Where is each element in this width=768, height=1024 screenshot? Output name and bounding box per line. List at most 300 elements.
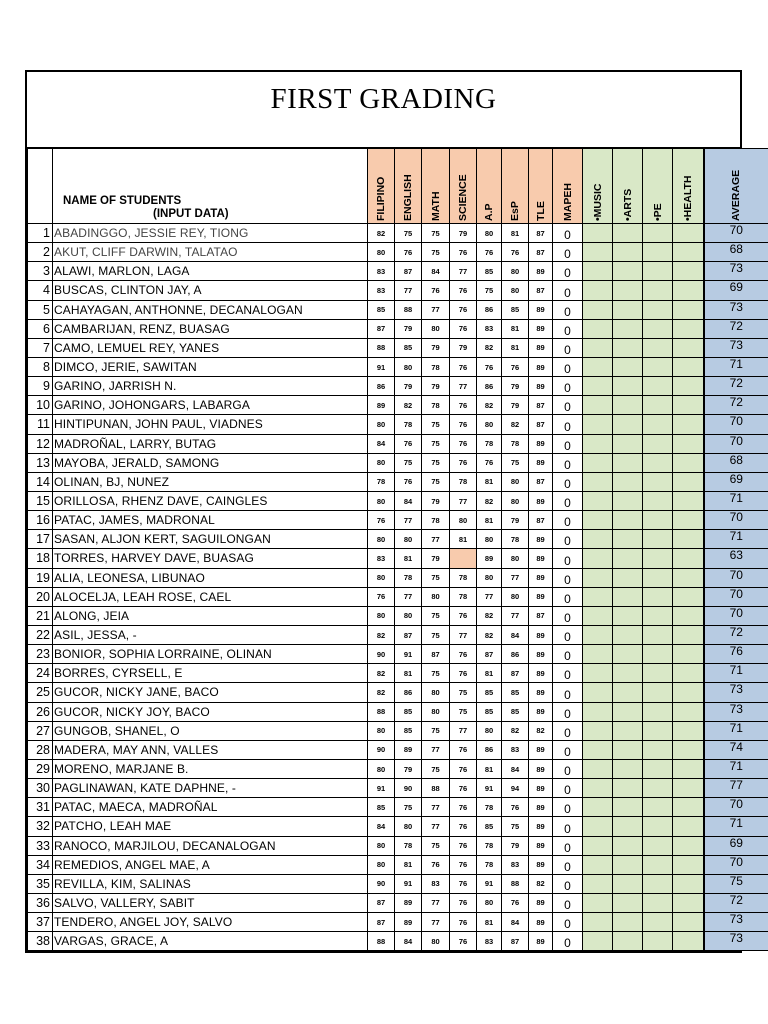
grade-science[interactable]: 76 (450, 779, 477, 798)
grade-tle[interactable]: 87 (529, 511, 553, 530)
grade-esp[interactable]: 78 (502, 434, 529, 453)
grade-ap[interactable]: 80 (477, 721, 502, 740)
grade-pe[interactable] (643, 511, 673, 530)
grade-science[interactable]: 78 (450, 472, 477, 491)
grade-tle[interactable]: 89 (529, 300, 553, 319)
grade-math[interactable]: 84 (422, 262, 450, 281)
grade-filipino[interactable]: 80 (368, 855, 395, 874)
grade-math[interactable]: 80 (422, 587, 450, 606)
grade-filipino[interactable]: 87 (368, 319, 395, 338)
grade-ap[interactable]: 89 (477, 549, 502, 568)
grade-filipino[interactable]: 85 (368, 798, 395, 817)
grade-health[interactable] (673, 491, 704, 510)
grade-math[interactable]: 77 (422, 300, 450, 319)
grade-math[interactable]: 76 (422, 281, 450, 300)
grade-health[interactable] (673, 243, 704, 262)
grade-science[interactable]: 76 (450, 740, 477, 759)
grade-science[interactable]: 78 (450, 568, 477, 587)
grade-arts[interactable] (613, 855, 643, 874)
grade-esp[interactable]: 79 (502, 377, 529, 396)
grade-ap[interactable]: 76 (477, 243, 502, 262)
grade-health[interactable] (673, 357, 704, 376)
grade-science[interactable]: 76 (450, 357, 477, 376)
grade-tle[interactable]: 89 (529, 530, 553, 549)
grade-filipino[interactable]: 80 (368, 243, 395, 262)
grade-tle[interactable]: 89 (529, 549, 553, 568)
grade-english[interactable]: 79 (395, 377, 422, 396)
grade-arts[interactable] (613, 568, 643, 587)
grade-math[interactable]: 78 (422, 511, 450, 530)
grade-science[interactable]: 77 (450, 377, 477, 396)
grade-ap[interactable]: 86 (477, 300, 502, 319)
grade-ap[interactable]: 80 (477, 568, 502, 587)
grade-english[interactable]: 91 (395, 874, 422, 893)
grade-ap[interactable]: 80 (477, 224, 502, 243)
student-name[interactable]: MADROÑAL, LARRY, BUTAG (53, 434, 368, 453)
grade-tle[interactable]: 87 (529, 415, 553, 434)
grade-esp[interactable]: 87 (502, 932, 529, 951)
grade-arts[interactable] (613, 377, 643, 396)
grade-pe[interactable] (643, 645, 673, 664)
grade-tle[interactable]: 89 (529, 568, 553, 587)
grade-music[interactable] (583, 281, 613, 300)
grade-science[interactable]: 76 (450, 319, 477, 338)
grade-ap[interactable]: 81 (477, 472, 502, 491)
grade-math[interactable]: 75 (422, 243, 450, 262)
grade-esp[interactable]: 94 (502, 779, 529, 798)
grade-english[interactable]: 80 (395, 530, 422, 549)
grade-arts[interactable] (613, 262, 643, 281)
grade-health[interactable] (673, 587, 704, 606)
grade-esp[interactable]: 76 (502, 243, 529, 262)
student-name[interactable]: GUCOR, NICKY JANE, BACO (53, 683, 368, 702)
grade-math[interactable]: 80 (422, 683, 450, 702)
grade-science[interactable]: 76 (450, 434, 477, 453)
grade-tle[interactable]: 89 (529, 740, 553, 759)
grade-science[interactable]: 78 (450, 587, 477, 606)
grade-tle[interactable]: 89 (529, 836, 553, 855)
grade-music[interactable] (583, 645, 613, 664)
grade-english[interactable]: 85 (395, 338, 422, 357)
grade-tle[interactable]: 89 (529, 855, 553, 874)
grade-science[interactable]: 80 (450, 511, 477, 530)
grade-filipino[interactable]: 90 (368, 645, 395, 664)
grade-health[interactable] (673, 472, 704, 491)
grade-math[interactable]: 75 (422, 836, 450, 855)
grade-ap[interactable]: 76 (477, 453, 502, 472)
grade-english[interactable]: 89 (395, 913, 422, 932)
grade-science[interactable]: 76 (450, 664, 477, 683)
grade-ap[interactable]: 81 (477, 511, 502, 530)
grade-science[interactable]: 77 (450, 721, 477, 740)
grade-health[interactable] (673, 319, 704, 338)
grade-arts[interactable] (613, 338, 643, 357)
grade-math[interactable]: 75 (422, 224, 450, 243)
student-name[interactable]: ALAWI, MARLON, LAGA (53, 262, 368, 281)
grade-ap[interactable]: 80 (477, 530, 502, 549)
grade-health[interactable] (673, 396, 704, 415)
grade-ap[interactable]: 86 (477, 377, 502, 396)
grade-health[interactable] (673, 606, 704, 625)
grade-math[interactable]: 75 (422, 568, 450, 587)
grade-math[interactable]: 77 (422, 817, 450, 836)
grade-science[interactable]: 77 (450, 262, 477, 281)
grade-english[interactable]: 85 (395, 721, 422, 740)
grade-filipino[interactable]: 80 (368, 453, 395, 472)
grade-esp[interactable]: 76 (502, 357, 529, 376)
grade-pe[interactable] (643, 836, 673, 855)
grade-filipino[interactable]: 88 (368, 932, 395, 951)
grade-music[interactable] (583, 874, 613, 893)
grade-math[interactable]: 75 (422, 664, 450, 683)
grade-filipino[interactable]: 80 (368, 759, 395, 778)
grade-pe[interactable] (643, 453, 673, 472)
grade-ap[interactable]: 85 (477, 702, 502, 721)
grade-science[interactable]: 81 (450, 530, 477, 549)
grade-music[interactable] (583, 913, 613, 932)
grade-english[interactable]: 78 (395, 568, 422, 587)
grade-tle[interactable]: 89 (529, 434, 553, 453)
grade-pe[interactable] (643, 472, 673, 491)
grade-esp[interactable]: 84 (502, 625, 529, 644)
grade-arts[interactable] (613, 415, 643, 434)
grade-tle[interactable]: 89 (529, 357, 553, 376)
grade-science[interactable]: 77 (450, 625, 477, 644)
grade-tle[interactable]: 87 (529, 396, 553, 415)
grade-filipino[interactable]: 80 (368, 721, 395, 740)
grade-science[interactable]: 75 (450, 683, 477, 702)
grade-ap[interactable]: 81 (477, 759, 502, 778)
grade-math[interactable]: 77 (422, 893, 450, 912)
grade-ap[interactable]: 78 (477, 836, 502, 855)
grade-ap[interactable]: 75 (477, 281, 502, 300)
grade-english[interactable]: 76 (395, 243, 422, 262)
grade-esp[interactable]: 88 (502, 874, 529, 893)
student-name[interactable]: OLINAN, BJ, NUNEZ (53, 472, 368, 491)
grade-english[interactable]: 76 (395, 472, 422, 491)
grade-music[interactable] (583, 377, 613, 396)
grade-tle[interactable]: 89 (529, 491, 553, 510)
grade-esp[interactable]: 81 (502, 224, 529, 243)
grade-esp[interactable]: 78 (502, 530, 529, 549)
grade-math[interactable]: 79 (422, 491, 450, 510)
grade-health[interactable] (673, 913, 704, 932)
grade-science[interactable]: 76 (450, 243, 477, 262)
student-name[interactable]: ALONG, JEIA (53, 606, 368, 625)
grade-math[interactable]: 80 (422, 319, 450, 338)
grade-science[interactable]: 79 (450, 224, 477, 243)
grade-health[interactable] (673, 338, 704, 357)
grade-music[interactable] (583, 491, 613, 510)
student-name[interactable]: PATAC, JAMES, MADRONAL (53, 511, 368, 530)
grade-music[interactable] (583, 817, 613, 836)
grade-filipino[interactable]: 80 (368, 836, 395, 855)
student-name[interactable]: ASIL, JESSA, - (53, 625, 368, 644)
grade-esp[interactable]: 77 (502, 606, 529, 625)
grade-pe[interactable] (643, 759, 673, 778)
grade-science[interactable]: 76 (450, 817, 477, 836)
grade-english[interactable]: 81 (395, 549, 422, 568)
grade-filipino[interactable]: 88 (368, 338, 395, 357)
grade-music[interactable] (583, 836, 613, 855)
student-name[interactable]: DIMCO, JERIE, SAWITAN (53, 357, 368, 376)
grade-health[interactable] (673, 721, 704, 740)
grade-pe[interactable] (643, 262, 673, 281)
grade-ap[interactable]: 80 (477, 893, 502, 912)
grade-science[interactable]: 76 (450, 913, 477, 932)
grade-arts[interactable] (613, 396, 643, 415)
grade-health[interactable] (673, 568, 704, 587)
grade-math[interactable]: 75 (422, 453, 450, 472)
grade-music[interactable] (583, 453, 613, 472)
grade-arts[interactable] (613, 683, 643, 702)
grade-arts[interactable] (613, 511, 643, 530)
grade-pe[interactable] (643, 664, 673, 683)
grade-tle[interactable]: 89 (529, 664, 553, 683)
grade-esp[interactable]: 86 (502, 645, 529, 664)
grade-arts[interactable] (613, 645, 643, 664)
grade-pe[interactable] (643, 913, 673, 932)
grade-music[interactable] (583, 338, 613, 357)
student-name[interactable]: GARINO, JOHONGARS, LABARGA (53, 396, 368, 415)
grade-ap[interactable]: 81 (477, 913, 502, 932)
grade-tle[interactable]: 87 (529, 224, 553, 243)
grade-english[interactable]: 89 (395, 740, 422, 759)
grade-ap[interactable]: 81 (477, 664, 502, 683)
grade-tle[interactable]: 89 (529, 893, 553, 912)
grade-health[interactable] (673, 817, 704, 836)
grade-tle[interactable]: 87 (529, 281, 553, 300)
grade-math[interactable]: 75 (422, 606, 450, 625)
grade-esp[interactable]: 80 (502, 472, 529, 491)
grade-science[interactable]: 76 (450, 396, 477, 415)
student-name[interactable]: GUNGOB, SHANEL, O (53, 721, 368, 740)
grade-music[interactable] (583, 587, 613, 606)
student-name[interactable]: PATAC, MAECA, MADROÑAL (53, 798, 368, 817)
student-name[interactable]: REVILLA, KIM, SALINAS (53, 874, 368, 893)
grade-pe[interactable] (643, 224, 673, 243)
grade-pe[interactable] (643, 415, 673, 434)
grade-ap[interactable]: 82 (477, 606, 502, 625)
student-name[interactable]: SASAN, ALJON KERT, SAGUILONGAN (53, 530, 368, 549)
grade-science[interactable]: 76 (450, 606, 477, 625)
grade-filipino[interactable]: 82 (368, 224, 395, 243)
grade-science[interactable]: 76 (450, 855, 477, 874)
grade-health[interactable] (673, 625, 704, 644)
grade-music[interactable] (583, 893, 613, 912)
grade-tle[interactable]: 89 (529, 587, 553, 606)
grade-music[interactable] (583, 434, 613, 453)
grade-esp[interactable]: 76 (502, 798, 529, 817)
grade-english[interactable]: 84 (395, 491, 422, 510)
grade-music[interactable] (583, 511, 613, 530)
grade-esp[interactable]: 81 (502, 338, 529, 357)
grade-music[interactable] (583, 855, 613, 874)
grade-math[interactable]: 79 (422, 549, 450, 568)
grade-esp[interactable]: 79 (502, 836, 529, 855)
student-name[interactable]: SALVO, VALLERY, SABIT (53, 893, 368, 912)
grade-pe[interactable] (643, 243, 673, 262)
grade-science[interactable]: 76 (450, 932, 477, 951)
grade-health[interactable] (673, 377, 704, 396)
grade-esp[interactable]: 77 (502, 568, 529, 587)
grade-math[interactable]: 75 (422, 434, 450, 453)
grade-ap[interactable]: 78 (477, 855, 502, 874)
grade-ap[interactable]: 91 (477, 874, 502, 893)
grade-english[interactable]: 80 (395, 357, 422, 376)
student-name[interactable]: BUSCAS, CLINTON JAY, A (53, 281, 368, 300)
student-name[interactable]: RANOCO, MARJILOU, DECANALOGAN (53, 836, 368, 855)
grade-esp[interactable]: 75 (502, 817, 529, 836)
grade-health[interactable] (673, 434, 704, 453)
grade-filipino[interactable]: 88 (368, 702, 395, 721)
grade-esp[interactable]: 87 (502, 664, 529, 683)
grade-english[interactable]: 84 (395, 932, 422, 951)
grade-math[interactable]: 78 (422, 396, 450, 415)
grade-english[interactable]: 75 (395, 224, 422, 243)
grade-music[interactable] (583, 759, 613, 778)
grade-esp[interactable]: 79 (502, 511, 529, 530)
grade-filipino[interactable]: 89 (368, 396, 395, 415)
grade-pe[interactable] (643, 625, 673, 644)
grade-filipino[interactable]: 82 (368, 625, 395, 644)
grade-filipino[interactable]: 78 (368, 472, 395, 491)
grade-english[interactable]: 77 (395, 281, 422, 300)
student-name[interactable]: MORENO, MARJANE B. (53, 759, 368, 778)
grade-tle[interactable]: 89 (529, 319, 553, 338)
grade-esp[interactable]: 85 (502, 702, 529, 721)
grade-music[interactable] (583, 625, 613, 644)
grade-math[interactable]: 87 (422, 645, 450, 664)
grade-pe[interactable] (643, 740, 673, 759)
grade-tle[interactable]: 82 (529, 721, 553, 740)
grade-filipino[interactable]: 80 (368, 606, 395, 625)
grade-health[interactable] (673, 300, 704, 319)
grade-filipino[interactable]: 80 (368, 491, 395, 510)
student-name[interactable]: REMEDIOS, ANGEL MAE, A (53, 855, 368, 874)
grade-esp[interactable]: 85 (502, 683, 529, 702)
grade-pe[interactable] (643, 893, 673, 912)
grade-science[interactable]: 76 (450, 874, 477, 893)
student-name[interactable]: CAMBARIJAN, RENZ, BUASAG (53, 319, 368, 338)
grade-math[interactable]: 79 (422, 377, 450, 396)
grade-math[interactable]: 77 (422, 530, 450, 549)
grade-english[interactable]: 90 (395, 779, 422, 798)
grade-tle[interactable]: 87 (529, 472, 553, 491)
grade-health[interactable] (673, 664, 704, 683)
student-name[interactable]: ABADINGGO, JESSIE REY, TIONG (53, 224, 368, 243)
grade-filipino[interactable]: 82 (368, 664, 395, 683)
grade-tle[interactable]: 89 (529, 377, 553, 396)
grade-filipino[interactable]: 84 (368, 434, 395, 453)
grade-ap[interactable]: 87 (477, 645, 502, 664)
grade-arts[interactable] (613, 281, 643, 300)
grade-ap[interactable]: 83 (477, 319, 502, 338)
grade-science[interactable]: 76 (450, 836, 477, 855)
grade-ap[interactable]: 80 (477, 415, 502, 434)
student-name[interactable]: GARINO, JARRISH N. (53, 377, 368, 396)
grade-filipino[interactable]: 80 (368, 568, 395, 587)
grade-music[interactable] (583, 262, 613, 281)
grade-arts[interactable] (613, 702, 643, 721)
grade-math[interactable]: 75 (422, 415, 450, 434)
grade-filipino[interactable]: 90 (368, 740, 395, 759)
grade-filipino[interactable]: 91 (368, 779, 395, 798)
grade-pe[interactable] (643, 396, 673, 415)
grade-music[interactable] (583, 683, 613, 702)
grade-arts[interactable] (613, 913, 643, 932)
grade-filipino[interactable]: 87 (368, 893, 395, 912)
grade-science[interactable]: 76 (450, 281, 477, 300)
grade-filipino[interactable]: 84 (368, 817, 395, 836)
grade-health[interactable] (673, 759, 704, 778)
grade-music[interactable] (583, 702, 613, 721)
grade-science[interactable]: 75 (450, 702, 477, 721)
grade-math[interactable]: 75 (422, 472, 450, 491)
grade-health[interactable] (673, 645, 704, 664)
grade-arts[interactable] (613, 243, 643, 262)
grade-esp[interactable]: 84 (502, 759, 529, 778)
grade-pe[interactable] (643, 357, 673, 376)
grade-arts[interactable] (613, 893, 643, 912)
grade-music[interactable] (583, 415, 613, 434)
student-name[interactable]: BORRES, CYRSELL, E (53, 664, 368, 683)
grade-ap[interactable]: 78 (477, 434, 502, 453)
grade-english[interactable]: 78 (395, 836, 422, 855)
grade-english[interactable]: 81 (395, 664, 422, 683)
grade-health[interactable] (673, 224, 704, 243)
grade-filipino[interactable]: 83 (368, 549, 395, 568)
grade-arts[interactable] (613, 224, 643, 243)
grade-filipino[interactable]: 76 (368, 511, 395, 530)
student-name[interactable]: MAYOBA, JERALD, SAMONG (53, 453, 368, 472)
grade-health[interactable] (673, 415, 704, 434)
grade-esp[interactable]: 81 (502, 319, 529, 338)
grade-music[interactable] (583, 530, 613, 549)
grade-music[interactable] (583, 740, 613, 759)
student-name[interactable]: PATCHO, LEAH MAE (53, 817, 368, 836)
grade-pe[interactable] (643, 606, 673, 625)
grade-english[interactable]: 91 (395, 645, 422, 664)
grade-pe[interactable] (643, 932, 673, 951)
student-name[interactable]: TENDERO, ANGEL JOY, SALVO (53, 913, 368, 932)
grade-arts[interactable] (613, 491, 643, 510)
grade-pe[interactable] (643, 377, 673, 396)
grade-pe[interactable] (643, 587, 673, 606)
grade-math[interactable]: 88 (422, 779, 450, 798)
grade-health[interactable] (673, 281, 704, 300)
grade-filipino[interactable]: 76 (368, 587, 395, 606)
grade-esp[interactable]: 79 (502, 396, 529, 415)
grade-esp[interactable]: 80 (502, 549, 529, 568)
grade-tle[interactable]: 82 (529, 874, 553, 893)
grade-health[interactable] (673, 549, 704, 568)
grade-tle[interactable]: 89 (529, 759, 553, 778)
grade-esp[interactable]: 80 (502, 281, 529, 300)
student-name[interactable]: BONIOR, SOPHIA LORRAINE, OLINAN (53, 645, 368, 664)
grade-science[interactable]: 76 (450, 453, 477, 472)
grade-health[interactable] (673, 893, 704, 912)
grade-pe[interactable] (643, 281, 673, 300)
grade-arts[interactable] (613, 817, 643, 836)
grade-health[interactable] (673, 683, 704, 702)
grade-esp[interactable]: 75 (502, 453, 529, 472)
grade-english[interactable]: 76 (395, 434, 422, 453)
grade-pe[interactable] (643, 855, 673, 874)
grade-arts[interactable] (613, 300, 643, 319)
grade-health[interactable] (673, 798, 704, 817)
grade-math[interactable]: 77 (422, 740, 450, 759)
